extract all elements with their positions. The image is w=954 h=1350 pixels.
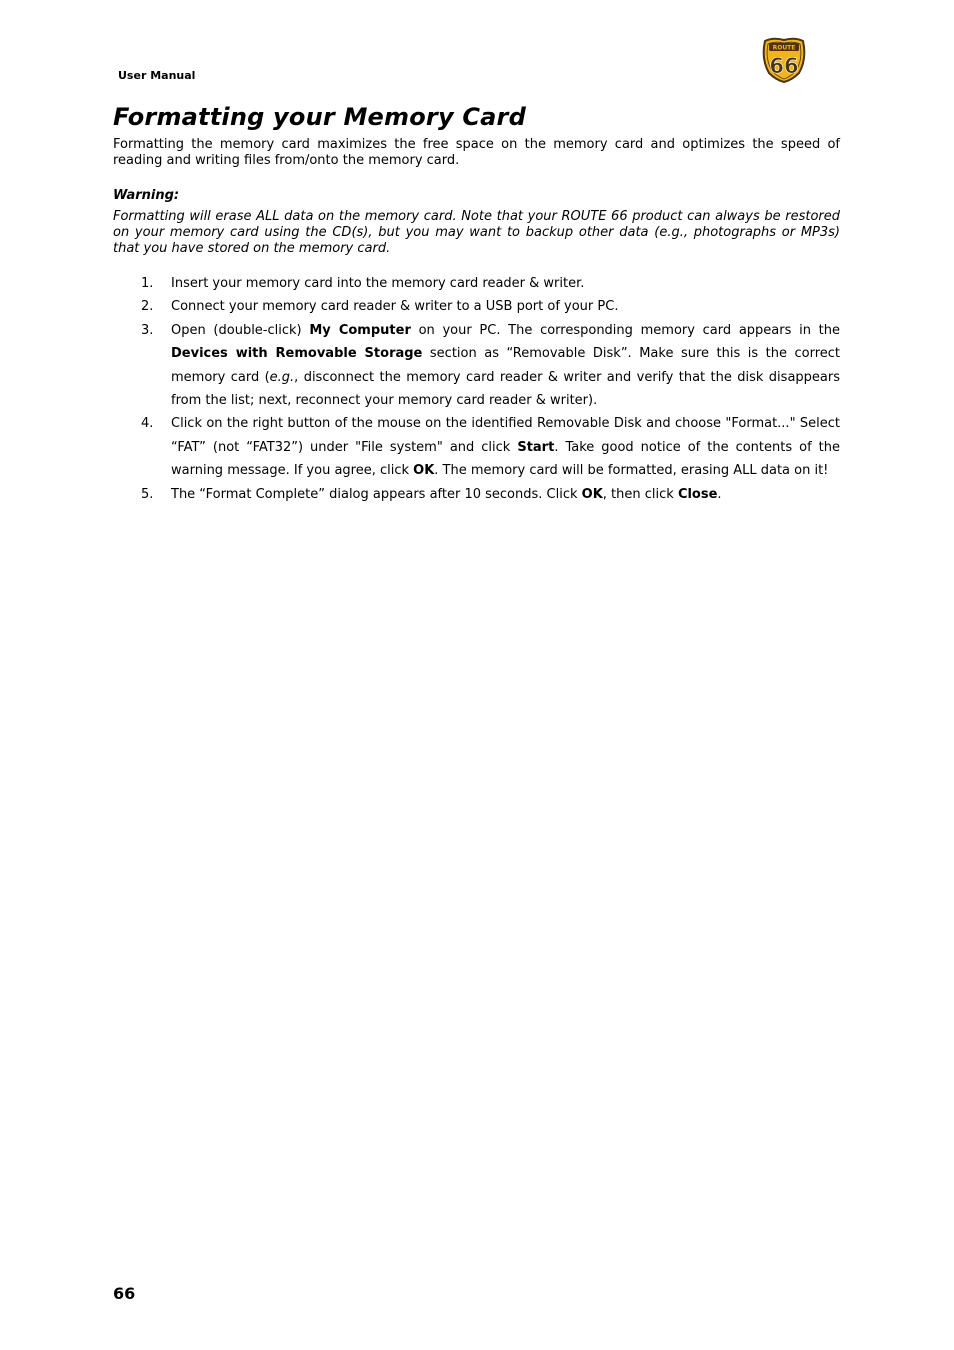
list-item <box>113 412 840 482</box>
step-text-part: . <box>717 486 722 502</box>
page-title: Formatting your Memory Card <box>113 103 526 131</box>
logo-number-text: 66 <box>769 54 799 78</box>
list-item <box>113 483 840 506</box>
ok-term: OK <box>413 463 435 479</box>
devices-removable-storage-term: Devices with Removable Storage <box>171 346 423 362</box>
route-66-logo-icon <box>761 35 807 83</box>
step-number: 1. <box>141 276 154 291</box>
intro-paragraph: Formatting the memory card maximizes the free space on the memory card and optimizes the speed of reading and writing files from/onto the memory card. <box>113 137 840 168</box>
step-text-part: Connect your memory card reader & writer to a USB port of your PC. <box>171 299 619 315</box>
step-text <box>171 272 840 295</box>
step-text-part: , disconnect the memory card reader & writer and verify that the disk disappears from the list; next, reconnect your memory card reader & writer). <box>171 369 840 409</box>
step-number: 3. <box>141 322 154 338</box>
list-item <box>113 295 840 318</box>
my-computer-term: My Computer <box>309 322 411 338</box>
step-text <box>171 319 840 413</box>
steps-list <box>113 272 840 506</box>
step-text-part: Insert your memory card into the memory card reader & writer. <box>171 276 585 291</box>
warning-text: Formatting will erase ALL data on the memory card. Note that your ROUTE 66 product can always be restored on your memory card using the CD(s), but you may want to backup other data (e.g., photographs or MP3s) that you have stored on the memory card. <box>113 209 840 256</box>
step-text-part: section as “Removable Disk”. Make sure this is the correct memory card ( <box>171 346 840 385</box>
step-text <box>171 295 840 318</box>
list-item <box>113 319 840 413</box>
header-label: User Manual <box>118 69 196 82</box>
step-text-part: on your PC. The corresponding memory card appears in the <box>410 322 840 338</box>
step-text-part: Click on the right button of the mouse on the identified Removable Disk and choose "Format..." Select “FAT” (not “FAT32”) under "File system" and click <box>171 416 840 455</box>
step-number: 5. <box>141 486 154 502</box>
warning-heading: Warning: <box>113 188 180 203</box>
step-number: 2. <box>141 299 154 315</box>
list-item <box>113 272 840 295</box>
step-text-part: . The memory card will be formatted, erasing ALL data on it! <box>434 463 829 479</box>
close-term: Close <box>677 486 718 502</box>
step-text-part: The “Format Complete” dialog appears after 10 seconds. Click <box>171 486 582 502</box>
step-text <box>171 412 840 482</box>
step-text-part: . Take good notice of the contents of the warning message. If you agree, click <box>171 439 840 479</box>
ok-term: OK <box>581 486 603 502</box>
logo-route-text: ROUTE <box>772 44 796 52</box>
step-number: 4. <box>141 416 154 432</box>
step-text-part: , then click <box>602 486 678 502</box>
page-number: 66 <box>113 1284 136 1303</box>
eg-abbreviation: e.g. <box>269 369 295 385</box>
start-term: Start <box>517 439 555 455</box>
step-text <box>171 483 840 506</box>
step-text-part: Open (double-click) <box>171 322 310 338</box>
